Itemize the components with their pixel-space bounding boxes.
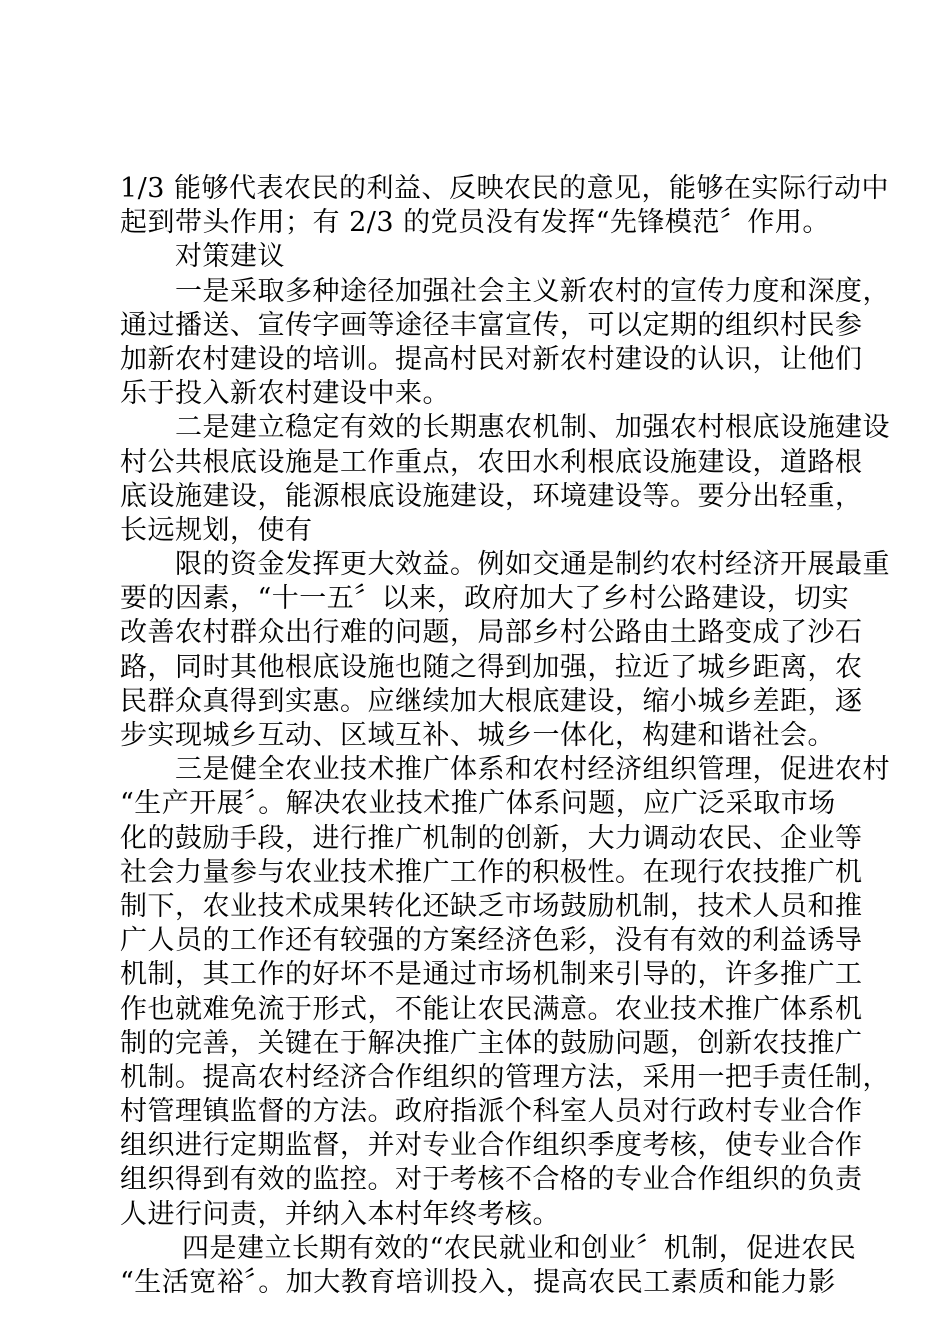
text-line: “生产开展〞。解决农业技术推广体系问题，应广泛采取市场 (120, 788, 836, 820)
text-line: 制下，农业技术成果转化还缺乏市场鼓励机制，技术人员和推 (120, 890, 863, 922)
text-line: 三是健全农业技术推广体系和农村经济组织管理，促进农村 (175, 754, 890, 786)
text-line: 一是采取多种途径加强社会主义新农村的宣传力度和深度， (175, 275, 890, 307)
text-line: 广人员的工作还有较强的方案经济色彩，没有有效的利益诱导 (120, 925, 863, 957)
text-line: 乐于投入新农村建设中来。 (120, 378, 450, 410)
text-line: 人进行问责，并纳入本村年终考核。 (120, 1198, 560, 1230)
text-line: 底设施建设，能源根底设施建设，环境建设等。要分出轻重， (120, 480, 863, 512)
text-line: 步实现城乡互动、区域互补、城乡一体化，构建和谐社会。 (120, 720, 835, 751)
text-line: 组织得到有效的监控。对于考核不合格的专业合作组织的负责 (120, 1164, 863, 1196)
text-line: 对策建议 (175, 241, 285, 273)
text-line: 二是建立稳定有效的长期惠农机制、加强农村根底设施建设 (175, 412, 890, 444)
document-body (120, 172, 890, 1300)
text-line: 民群众真得到实惠。应继续加大根底建设，缩小城乡差距，逐 (120, 685, 863, 717)
text-line: 组织进行定期监督，并对专业合作组织季度考核，使专业合作 (120, 1130, 863, 1162)
text-line: 改善农村群众出行难的问题，局部乡村公路由土路变成了沙石 (120, 617, 863, 649)
text-line: 要的因素，“十一五〞以来，政府加大了乡村公路建设，切实 (120, 583, 850, 615)
text-line: 社会力量参与农业技术推广工作的积极性。在现行农技推广机 (120, 856, 863, 888)
text-line: 路，同时其他根底设施也随之得到加强，拉近了城乡距离，农 (120, 651, 863, 683)
text-line: 化的鼓励手段，进行推广机制的创新，大力调动农民、企业等 (120, 822, 863, 854)
text-line: 村公共根底设施是工作重点，农田水利根底设施建设，道路根 (120, 446, 863, 478)
text-line: 起到带头作用；有 2/3 的党员没有发挥“先锋模范〞作用。 (120, 207, 830, 239)
text-line: 加新农村建设的培训。提高村民对新农村建设的认识，让他们 (120, 343, 863, 375)
text-line: 通过播送、宣传字画等途径丰富宣传，可以定期的组织村民参 (120, 309, 863, 341)
text-line: 机制。提高农村经济合作组织的管理方法，采用一把手责任制， (120, 1061, 890, 1093)
text-line: 1/3 能够代表农民的利益、反映农民的意见，能够在实际行动中 (120, 173, 890, 204)
text-line: 作也就难免流于形式，不能让农民满意。农业技术推广体系机 (120, 993, 863, 1025)
text-line: 限的资金发挥更大效益。例如交通是制约农村经济开展最重 (175, 549, 890, 581)
text-line: 机制，其工作的好坏不是通过市场机制来引导的，许多推广工 (120, 959, 863, 991)
text-line: 制的完善，关键在于解决推广主体的鼓励问题，创新农技推广 (120, 1027, 863, 1059)
text-line: “生活宽裕〞。加大教育培训投入，提高农民工素质和能力影 (120, 1267, 836, 1298)
text-line: 长远规划，使有 (120, 514, 313, 546)
text-line: 村管理镇监督的方法。政府指派个科室人员对行政村专业合作 (120, 1096, 863, 1128)
text-line: 四是建立长期有效的“农民就业和创业〞机制，促进农民 (182, 1232, 857, 1264)
